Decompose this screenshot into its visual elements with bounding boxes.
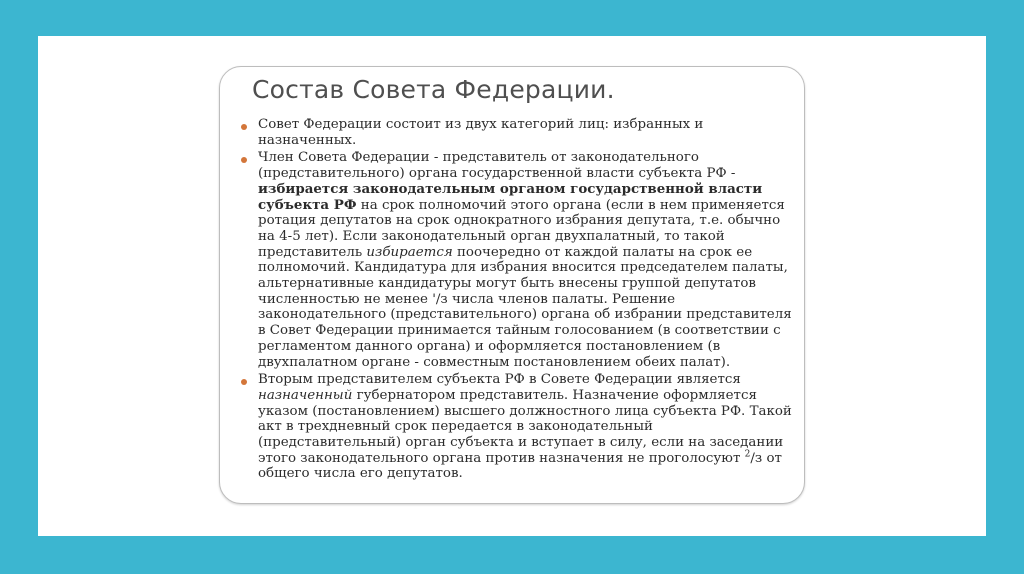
bullet-dot-icon (241, 124, 247, 130)
bullet-text (258, 372, 796, 482)
text-segment: /з от общего числа его депутатов. (258, 450, 782, 482)
italic-text: избирается (366, 244, 453, 260)
text-segment: губернатором представитель. Назначение оформляется указом (постановлением) высшего должностного лица субъекта РФ. Такой акт в трехдневный срок передается в законодательный (представительный) орган субъекта и вступает в силу, если на заседании этого законодательного органа против назначения не проголосуют (258, 387, 792, 466)
superscript: 2 (744, 449, 751, 460)
slide-title: Состав Совета Федерации. (252, 75, 615, 104)
text-segment: на срок полномочий этого органа (если в нем применяется ротация депутатов на срок однократного избрания депутата, т.е. обычно на 4-5 лет). Если законодательный орган двухпалатный, то такой представитель (258, 197, 785, 260)
slide (38, 36, 986, 536)
bullet-text (258, 150, 796, 370)
bullet-dot-icon (241, 379, 247, 385)
bullet-dot-icon (241, 157, 247, 163)
text-segment: поочередно от каждой палаты на срок ее полномочий. Кандидатура для избрания вносится председателем палаты, альтернативные кандидатуры могут быть внесены группой депутатов численностью не менее '/з числа членов палаты. Решение законодательного (представительного) органа об избрании представителя в Совет Федерации принимается тайным голосованием (в соответствии с регламентом данного органа) и оформляется постановлением (в двухпалатном органе - совместным постановлением обеих палат). (258, 244, 792, 370)
bullet-text: Совет Федерации состоит из двух категорий лиц: избранных и назначенных. (258, 117, 704, 148)
italic-text: назначенный (258, 387, 353, 403)
bullet-item-3 (234, 372, 796, 482)
bullet-list (234, 117, 796, 484)
text-segment: Член Совета Федерации - представитель от законодательного (представительного) органа государственной власти субъекта РФ - (258, 150, 736, 182)
content-card (219, 66, 805, 504)
bullet-item-2 (234, 150, 796, 370)
text-segment: Вторым представителем субъекта РФ в Совете Федерации является (258, 372, 741, 388)
bold-text: избирается законодательным органом государственной власти субъекта РФ (258, 180, 763, 213)
bullet-item-1 (234, 117, 796, 148)
